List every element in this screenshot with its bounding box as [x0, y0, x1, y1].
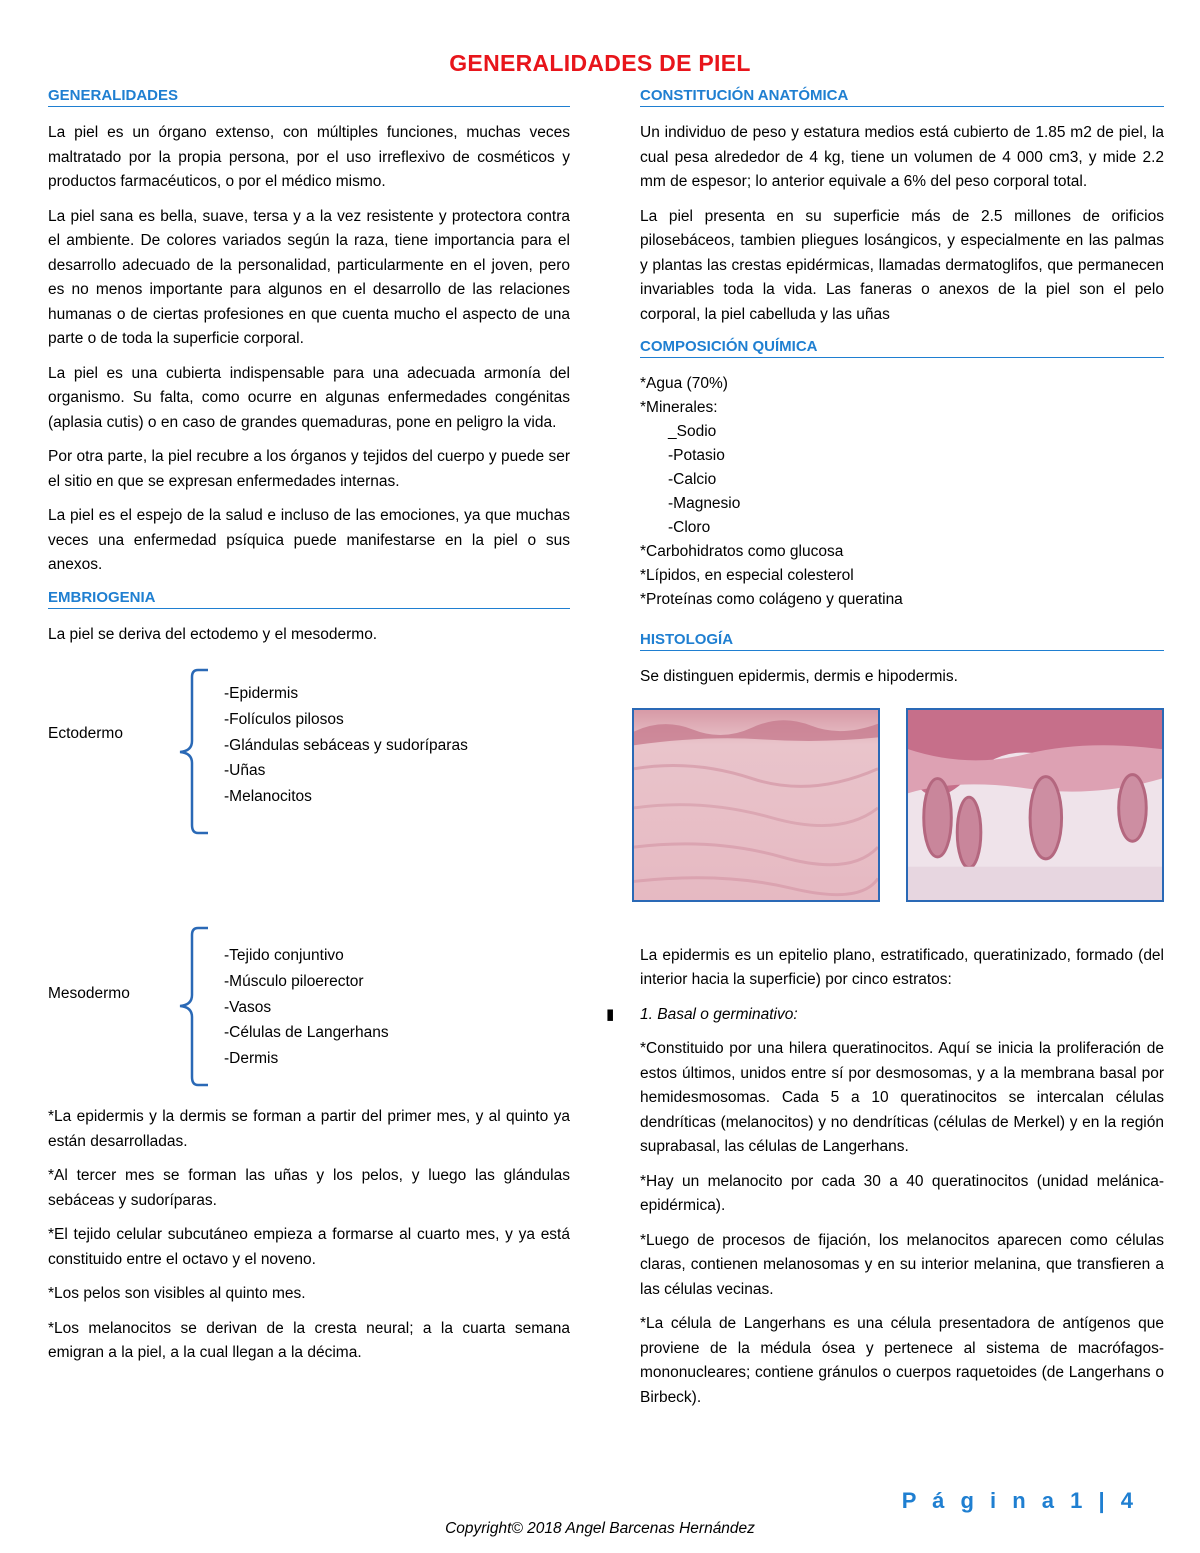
mesodermo-label: Mesodermo — [48, 985, 130, 1002]
paragraph: Por otra parte, la piel recubre a los órganos y tejidos del cuerpo y puede ser el sitio en que se expresan enfermedades internas. — [48, 448, 570, 490]
list-item: -Epidermis — [224, 685, 299, 702]
section-heading-composicion: COMPOSICIÓN QUÍMICA — [640, 337, 1164, 358]
paragraph: Un individuo de peso y estatura medios está cubierto de 1.85 m2 de piel, la cual pesa alrededor de 4 kg, tiene un volumen de 4 000 cm3, y mide 2.2 mm de espesor; lo anterior equivale a 6% del peso corporal total. — [640, 124, 1164, 190]
list-item: -Magnesio — [668, 495, 741, 512]
paragraph: *Los melanocitos se derivan de la cresta neural; a la cuarta semana emigran a la piel, a la cual llegan a la décima. — [48, 1319, 570, 1361]
section-heading-embriogenia: EMBRIOGENIA — [48, 588, 570, 609]
list-item: -Melanocitos — [224, 788, 312, 806]
list-item: *Proteínas como colágeno y queratina — [640, 591, 903, 608]
left-column — [48, 86, 570, 1376]
list-item: _Sodio — [668, 423, 717, 440]
paragraph: *Hay un melanocito por cada 30 a 40 queratinocitos (unidad melánica-epidérmica). — [640, 1172, 1164, 1214]
list-item: -Tejido conjuntivo — [224, 947, 344, 964]
histology-image-right — [906, 708, 1164, 902]
ectodermo-tree — [48, 667, 570, 853]
curly-bracket-icon — [172, 925, 212, 1095]
ectodermo-items — [224, 681, 468, 810]
page-number: P á g i n a 1 | 4 — [901, 1488, 1138, 1513]
ectodermo-label: Ectodermo — [48, 725, 123, 742]
list-item: -Folículos pilosos — [224, 710, 344, 728]
paragraph: La piel es un órgano extenso, con múltiples funciones, muchas veces maltratado por la propia persona, por el uso irreflexivo de cosméticos y productos farmacéuticos, o por el médico mismo. — [48, 124, 570, 190]
paragraph: La piel se deriva del ectodemo y el mesodermo. — [48, 625, 378, 643]
paragraph: *La célula de Langerhans es una célula presentadora de antígenos que proviene de la médula ósea y pertenece al sistema de macrófagos-mononucleares; contiene gránulos o cuerpos raquetoides (de Langerhans o Birbeck). — [640, 1315, 1164, 1406]
list-item: -Células de Langerhans — [224, 1024, 389, 1042]
list-item: *Lípidos, en especial colesterol — [640, 567, 854, 584]
histology-image-left — [632, 708, 880, 902]
list-item: *Carbohidratos como glucosa — [640, 543, 844, 560]
list-item: -Dermis — [224, 1050, 279, 1068]
list-marker-icon: ▮ — [606, 1005, 615, 1023]
page-title: GENERALIDADES DE PIEL — [449, 50, 751, 76]
paragraph: Se distinguen epidermis, dermis e hipodermis. — [640, 668, 958, 685]
embriogenia-notes — [48, 1105, 570, 1366]
paragraph: *Los pelos son visibles al quinto mes. — [48, 1285, 306, 1302]
paragraph: *La epidermis y la dermis se forman a partir del primer mes, y al quinto ya están desarrolladas. — [48, 1108, 570, 1150]
copyright: Copyright© 2018 Angel Barcenas Hernández — [445, 1520, 755, 1537]
section-heading-constitucion: CONSTITUCIÓN ANATÓMICA — [640, 86, 1164, 107]
mesodermo-tree — [48, 925, 570, 1111]
list-item: -Músculo piloerector — [224, 972, 364, 990]
list-item: -Calcio — [668, 471, 717, 488]
paragraph: La piel sana es bella, suave, tersa y a la vez resistente y protectora contra el ambiente. De colores variados según la raza, tiene importancia para el desarrollo adecuado de la personalidad, particularmente en el joven, pero es no menos importante para algunos en el desarrollo de las relaciones humanas o de ciertas profesiones en que cuenta mucho el aspecto de una parte o de toda la superficie corporal. — [48, 207, 570, 347]
paragraph: La epidermis es un epitelio plano, estratificado, queratinizado, formado (del interior hacia la superficie) por cinco estratos: — [640, 946, 1164, 988]
paragraph: La piel presenta en su superficie más de 2.5 millones de orificios pilosebáceos, tambien pliegues losángicos, y especialmente en las palmas y plantas las crestas epidérmicas, llamadas dermatoglifos, que permanecen invariables toda la vida. Las faneras o anexos de la piel son el pelo corporal, la piel cabelluda y las uñas — [640, 207, 1164, 323]
list-item: -Glándulas sebáceas y sudoríparas — [224, 736, 468, 754]
paragraph: *Constituido por una hilera queratinocitos. Aquí se inicia la proliferación de estos últimos, unidos entre sí por desmosomas, y a la membrana basal por hemidesmosomas. Cada 5 a 10 queratinocitos se intercalan células dendríticas (melanocitos) y no dendríticas (células de Merkel) y en la región suprabasal, las células de Langerhans. — [640, 1040, 1164, 1155]
list-item: -Uñas — [224, 762, 266, 780]
paragraph: *El tejido celular subcutáneo empieza a formarse al cuarto mes, y ya está constituido entre el octavo y el noveno. — [48, 1226, 570, 1268]
list-item: 1. Basal o germinativo: — [640, 1005, 798, 1023]
section-heading-histologia: HISTOLOGÍA — [640, 630, 1164, 651]
list-item: *Minerales: — [640, 399, 718, 416]
curly-bracket-icon — [172, 667, 212, 837]
list-item: -Vasos — [224, 998, 272, 1016]
paragraph: La piel es el espejo de la salud e incluso de las emociones, ya que muchas veces una enfermedad psíquica puede manifestarse en la piel o sus anexos. — [48, 507, 570, 573]
estrato-list — [606, 1003, 1164, 1028]
list-item: -Potasio — [668, 447, 725, 464]
list-item: *Agua (70%) — [640, 375, 728, 392]
paragraph: *Luego de procesos de fijación, los melanocitos aparecen como células claras, contienen melanosomas y en su interior melanina, que transfieren a las células vecinas. — [640, 1231, 1164, 1298]
right-column — [606, 86, 1164, 1420]
histology-images — [640, 708, 1164, 908]
list-item: -Cloro — [668, 519, 711, 536]
paragraph: *Al tercer mes se forman las uñas y los pelos, y luego las glándulas sebáceas y sudoríparas. — [48, 1167, 570, 1209]
paragraph: La piel es una cubierta indispensable para una adecuada armonía del organismo. Su falta, como ocurre en algunas enfermedades congénitas (aplasia cutis) o en caso de grandes quemaduras, pone en peligro la vida. — [48, 364, 570, 431]
mesodermo-items — [224, 943, 389, 1072]
section-heading-generalidades: GENERALIDADES — [48, 86, 570, 107]
